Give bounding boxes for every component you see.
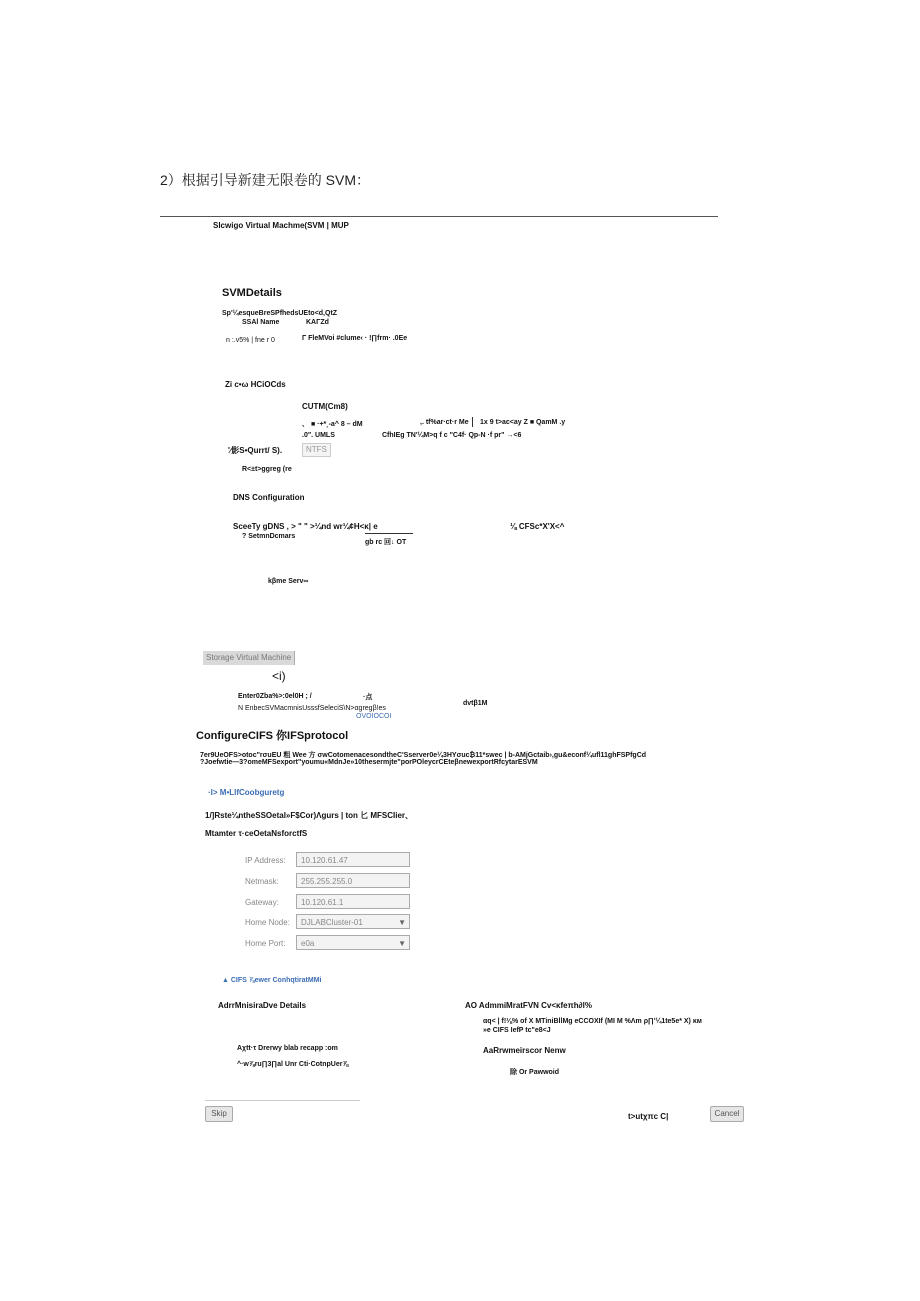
ovoi-link[interactable]: OVOIOCOI (356, 713, 392, 720)
wizard-title: Slcwigo Virtual Machme(SVM | MUP (213, 221, 349, 230)
cancel-button[interactable]: Cancel (710, 1106, 744, 1122)
enter-dot: ·点 (363, 694, 373, 701)
chevron-down-icon: ▼ (398, 918, 406, 927)
home-node-value: DJLABCluster-01 (301, 918, 363, 927)
name-server-label: kβme Serv∞ (268, 578, 309, 585)
netmask-label: Netmask: (245, 877, 279, 886)
gateway-label: Gateway: (245, 898, 279, 907)
admin-right-title: AO AdmmiMratFVN Cv<κfeπh∂l% (465, 1001, 592, 1010)
i-text: <i) (272, 669, 286, 683)
admin-right-line2: »e CIFS IefP tc"e8<J (483, 1027, 551, 1034)
security-style-dropdown[interactable]: NTFS (302, 443, 331, 457)
footer-divider (205, 1100, 360, 1101)
cifs-desc1: 7er9UeOFS>otoc"rσuEU 粗 Wee 方 σwCotomenacesondtheC'Sserver0e¼3HYσuc₿11*swec | b-AMjGctaib›,gu&econf¼ufl11ghFSPfgCd (200, 752, 647, 759)
dns-config-title: DNS Configuration (233, 493, 305, 502)
data-row2b: CfhIEg TN'¼M>q f c "C4f· Qp-N ·f pr" →<6 (382, 432, 522, 439)
cifs-server-config-toggle[interactable]: ▲ CIFS ⅞ewer ConhqtiratMMi (222, 977, 322, 984)
admin-axtt: Aχtt·τ Drerwy blab recapp :om (237, 1045, 338, 1052)
security-style-label: '∕影S•Qurrt/ S). (228, 446, 283, 455)
aggregate-label: R<±t>ggreg (re (242, 466, 292, 473)
admin-wru: ^·w⅞ru∏3∏al Unr Cti·CotnpUer⅞ (237, 1061, 349, 1068)
svm-details-line3b: Γ FleMVoi #clume‹ · !∏frm· .0Ee (302, 335, 408, 342)
data-row1c: 1x 9 t>ac<ay Z ■ QamM .y (480, 419, 566, 426)
admin-password-title: AaRrwmeirscor Nenw (483, 1046, 566, 1055)
dns-line1b: ⅛ CFSc*X'X<^ (510, 522, 565, 531)
enter-label: Enter0Zba%>:0el0H ; / (238, 693, 312, 700)
dns-line2a: ? SetmnDcmars (242, 533, 296, 540)
section-heading: 2）根据引导新建无限卷的 SVM： (160, 172, 371, 188)
svm-name-value: KAΓZd (306, 319, 329, 326)
netmask-input[interactable]: 255.255.255.0 (296, 873, 410, 888)
data-row1a: 、 ■ ·+*¸-a^ 8 – dM (302, 421, 363, 428)
cutm-label: CUTM(Cm8) (302, 402, 348, 411)
cifs-mtam: Mtamter τ·ceOetaNsforctfS (205, 829, 308, 838)
data-row-separator (472, 417, 473, 427)
data-section-title: Zi c•ω HCiOCds (225, 380, 286, 389)
top-divider (160, 216, 718, 217)
ip-address-label: IP Address: (245, 856, 286, 865)
svm-details-line1: Sp'¼esqueBreSPfhedsUEto<d,QtZ (222, 310, 338, 317)
home-port-label: Home Port: (245, 939, 286, 948)
skip-button[interactable]: Skip (205, 1106, 233, 1122)
dvtb-text: dvtβ1M (463, 700, 488, 707)
chevron-down-icon: ▼ (398, 939, 406, 948)
admin-password-line: 除 Or Pawwoid (510, 1069, 560, 1076)
cifs-step: 1/]Rste¼ntheSSOetal»F$Cor)Λgurs | ton 匕 MFSCIier、 (205, 811, 414, 820)
next-button[interactable]: t>utχπc C| (628, 1112, 669, 1121)
enable-svm-text: N EnbecSVMacmnisUsssfSeleciS\N>αgregβ!es (238, 705, 386, 712)
admin-details-title: AdrrMnisiraDve Details (218, 1001, 307, 1010)
data-row1b: ,. tf%ar·ct·r Me (420, 419, 469, 426)
admin-right-line1: αq< | f!⅛% of X MTiniBllMg eCCOXIf (MI M %Λm ρ∏'¼1te5e* X) κм (483, 1018, 702, 1025)
lif-config-link[interactable]: ·I> M•LlfCoobguretg (208, 788, 285, 797)
cifs-desc2: ?Joefwtie—3?omeMFSexport"youmu«MdnJe»10thesermjte"porPOleycrCEteβnewexportRfcytarESVM (200, 759, 538, 766)
svm-details-title: SVMDetails (222, 287, 282, 299)
configure-cifs-title: ConfigureCIFS 你IFSprotocol (196, 730, 349, 742)
data-row2a: .0". UMLS (302, 432, 335, 439)
home-node-select[interactable] (296, 914, 410, 929)
storage-vm-label: Storage Virtual Machine (203, 651, 295, 665)
home-node-label: Home Node: (245, 918, 290, 927)
svm-details-line3a: n :.v5% | fne r 0 (226, 337, 275, 344)
home-port-value: e0a (301, 939, 315, 948)
home-port-select[interactable] (296, 935, 410, 950)
dns-underline (365, 533, 413, 534)
ip-address-input[interactable]: 10.120.61.47 (296, 852, 410, 867)
gateway-input[interactable]: 10.120.61.1 (296, 894, 410, 909)
svm-name-label: SSAl Name (242, 319, 280, 326)
dns-line1a: SceeTy gDNS , > " " >¼nd wr¼¢H<κ| e (233, 522, 378, 531)
dns-line2b: gb rc 回↓ OT (365, 539, 407, 546)
